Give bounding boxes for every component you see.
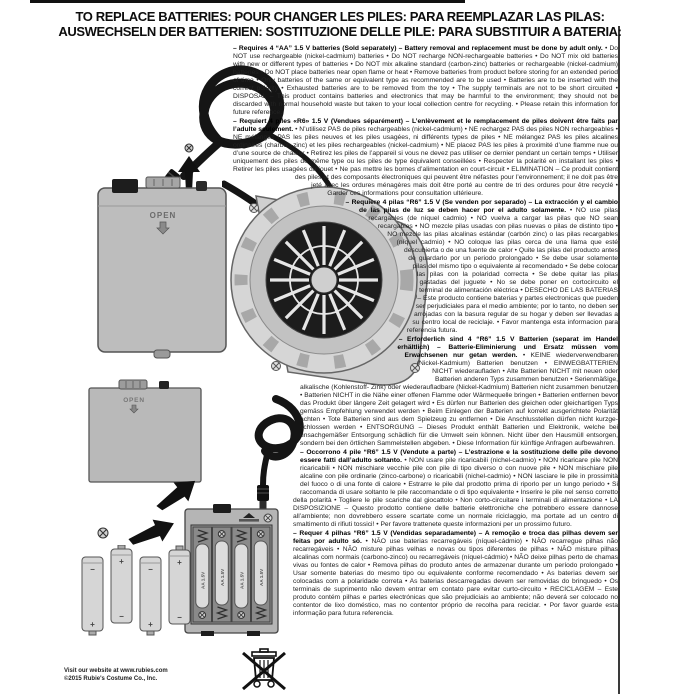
body-en: • Do NOT use rechargeable (nickel-cadmium) batteries • Do NOT recharge NON-rechargeable batteries • Do NOT mix old batteries with new or different types of batteries • Do NOT mix alkaline standard (carbon-zinc) batteries or rechargeable (nickel-cadmium) batteries • Do NOT place batteries near open flame or heat • Remove batteries from product before storing for an extended period of time • Only batteries of the same or equivalent type as recommended are to be used • Batteries are to be inserted with the correct polarity • Exhausted batteries are to be removed from the toy • The supply terminals are not to be short circuited • DISPOSAL – This product contains batteries and electronics that may be harmful to the environment; they should not be discarded with normal household waste but taken to your local collection centre for recycling. • Please retain this information for future reference.	[233, 45, 619, 116]
battery-label: AA 1.5V	[259, 568, 264, 586]
page-title	[40, 10, 640, 39]
open-label: OPEN	[149, 211, 177, 220]
wrap-spacer-pack1	[65, 45, 233, 175]
battery-label: AA 1.5V	[200, 571, 206, 589]
polarity-mark: −	[177, 613, 182, 622]
body-pt: • NÃO use baterias recarregáveis (níquel-cádmio) • NÃO recarregue pilhas não recarregáveis • NÃO misture pilhas velhas e novas ou tipos diferentes de pilhas • NÃO misture pilhas alcalinas com normais (carbono-zinco) ou recarregáveis (níquel-cádmio) • NÃO deixe pilhas perto de chamas vivas ou fontes de calor • Remova pilhas do produto antes de armazenar durante um período prolongado • Usar somente baterias do mesmo tipo ou equivalente conforme recomendado • As baterias devem ser colocadas com a polaridade correta • As baterias descarregadas devem ser removidas do brinquedo • Os terminais de suprimento não devem entrar em contato pare evitar curto-circuito • RECICLAGEM – Este produto contém pilhas e partes electrónicas que são prejudiciais ao ambiente; não deverá ser colocado no contentor de lixo doméstico, mas no contentor próprio de recolha para reciclar. • Por favor guarde esta informação para futura referencia.	[293, 538, 618, 617]
wrap-spacer-holder	[65, 492, 293, 692]
website-note: Visit our website at www.rubies.com	[64, 668, 168, 674]
polarity-mark: −	[148, 565, 153, 574]
body-it: • NON usare pile ricaricabili (nichel-cadmio) • NON ricaricare pile NON ricaricabili • NON mischiare vecchie pile con pile di tipo diverso o con nuove pile • NON mischiare pile alcaline con pile ordinarie (zinco-carbone) o ricaricabili (nichel-cadmio) • NON lasciare le pile in prossimità del fuoco o di una fonte di calore • Estrarre le pile dal prodotto prima di riporlo per un lungo periodo • Si raccomanda di usare soltanto le pile raccomandate o di tipo equivalente • Inserire le pile nel senso corretto della polarità • Togliere le pile scariche dal giocattolo • Non corto-circuitare i terminali di alimentazione • LA DISPOSIZIONE – Questo prodotto contiene delle batterie elettroniche che potrebbero essere dannose all’ambiente; non dovrebbero essere scartate come un normale riciclaggio, ma portate ad un centro di smaltimento di rifiuti tossici! • Per favore trattenete queste informazioni per un prossimo futuro.	[293, 457, 618, 528]
body-fr: • N’utilisez PAS de piles rechargeables (nickel-cadmium) • NE rechargez PAS des piles NON rechargeables • NE mélangez PAS les piles neuves et les piles usagées, ni différents types de piles • NE mélangez PAS les piles alcalines ordinaires (charbon-zinc) et les piles rechargeables (nickel-cadmium) • NE placez PAS les piles à proximité d’une flamme nue ou d’une source de chaleur • Retirez les piles de l’appareil si vous ne devez pas utiliser ce dernier pendant un certain temps • Utiliser uniquement des piles de même type ou les piles de type équivalent conseillées • Respecter la polarité en installant les piles • Retirer les piles usagées du jouet • Ne pas mettre les bornes d’alimentation en court-circuit • ELIMINATION – Ce produit contient des piles et des composants électroniques qui peuvent être néfastes pour l’environnement; il ne doit pas être jeté avec les ordures ménagères mais doit être porté au centre de tri des ordures pour être recyclé • Garder ces informations pour consultation ultérieure.	[233, 126, 618, 197]
polarity-mark: −	[119, 612, 124, 621]
top-border-bar	[30, 0, 465, 3]
polarity-mark: −	[90, 565, 95, 574]
requirement-en: – Requires 4 “AA” 1.5 V batteries (Sold separately) – Battery removal and replacement must be done by adult only.	[233, 45, 603, 52]
polarity-mark: +	[90, 620, 95, 629]
open-label: OPEN	[123, 397, 145, 404]
battery-label: AA 1.5V	[220, 568, 225, 586]
footer	[64, 668, 168, 683]
requirement-de: – Erforderlich sind 4 “R6” 1.5 V Batterien (separat im Handel erhältlich) – Batterie-Eliminierung und Ersatz müssen vom Erwachsenen nur getan werden.	[397, 336, 618, 359]
polarity-mark: +	[119, 557, 124, 566]
battery-label: AA 1.5V	[239, 571, 245, 589]
body-de: • KEINE wiederverwendbaren (Nickel-Kadmium) Batterien benutzen • EINWEGBATTERIEN NICHT wiederaufladen • Alte Batterien NICHT mit neuen oder Batterien anderen Typs zusammen benutzen • Serienmäßige, alkalische (Kohlenstoff- Zink) oder wiederaufladbare (Nickel-Kadmium) Batterien nicht zusammen benutzen • Batterien NICHT in die Nähe einer offenen Flamme oder Wärmequelle bringen • Batterien entfernen bevor das Produkt über längere Zeit gelagert wird • Es dürfen nur Batterien des gleichen oder gleichartigen Typs gemäss Empfehlung verwendet werden • Beim Einlegen der Batterien auf korrekt ausgerichtete Polarität achten • Tote Batterien sind aus dem Spielzeug zu entfernen • Die Anschlusstellen dürfen nicht kurzge-schlossen werden • ENTSORGUNG – Dieses Produkt enthält Batterien und Elektronik, welche bei unsachgemäßer Entsorgung schädlich für die Umwelt sein können. Nicht über den Hausmüll entsorgen, sondern bei den örtlichen Sammelstellen abgeben. • Diese Information für künftige Anfragen aufbewahren.	[300, 352, 618, 447]
right-fold-rule	[618, 26, 620, 694]
requirement-es: – Requiere 4 pilas “R6” 1.5 V (Se venden por separado) – La extracción y el cambio de las pilas de luz se deben hacer por el adulto solamente.	[345, 199, 618, 214]
polarity-mark: +	[177, 558, 182, 567]
title-line-1: TO REPLACE BATTERIES: POUR CHANGER LES PILES: PARA REEMPLAZAR LAS PILAS:	[75, 9, 605, 24]
polarity-mark: +	[148, 620, 153, 629]
wrap-spacer-cable	[65, 382, 300, 492]
instructions-text	[65, 45, 618, 692]
title-line-2: AUSWECHSELN DER BATTERIEN: SOSTITUZIONE DELLE PILE: PARA SUBSTITUIR A BATERIA:	[58, 23, 622, 39]
copyright-note: ©2015 Rubie's Costume Co., Inc.	[64, 675, 158, 682]
body-es: • NO use pilas recargables (de níquel cadmio) • NO vuelva a cargar las pilas que NO sean recargables • NO mezcle pilas usadas con pilas nuevas o pilas de distinto tipo • NO mezcle las pilas alcalinas estándar (carbón zinc) o las pilas recargables (níquel cadmio) • NO coloque las pilas cerca de una llama que esté descubierta o de una fuente de calor • Quite las pilas del producto antes de guardarlo por un periodo prolongado • Se debe usar solamente pilas del mismo tipo o equivalente al recomendado • Se debe colocar las pilas con la polaridad correcta • Se debe quitar las pilas gastadas del juguete • No se debe poner en cortocircuito el terminal de alimentación eléctrica • DESECHO DE LAS BATERIAS – Este producto contiene baterias y partes electronicas que pueden ser perjudiciales para el medio ambiente; por lo tanto, no deben ser arrojadas con la basura regular de su hogar y deben ser llevadas a su centro local de reciclaje. • Favor mantenga esta informacion para referencia futura.	[368, 207, 618, 334]
requirement-pt: – Requer 4 pilhas “R6” 1.5 V (Vendidas separadamente) – A remoção e troca das pilhas devem ser feitas por adulto só.	[293, 530, 618, 545]
requirement-fr: – Requiert 4 piles «R6» 1.5 V (Vendues séparément) – L’enlèvement et le remplacement de piles doivent être faits par l’adulte seulement.	[233, 118, 618, 133]
requirement-it: – Occorrono 4 pile “R6” 1.5 V (Vendute a parte) – L’estrazione e la sostituzione delle pile devono essere fatti dall’adulto soltanto.	[300, 449, 618, 464]
